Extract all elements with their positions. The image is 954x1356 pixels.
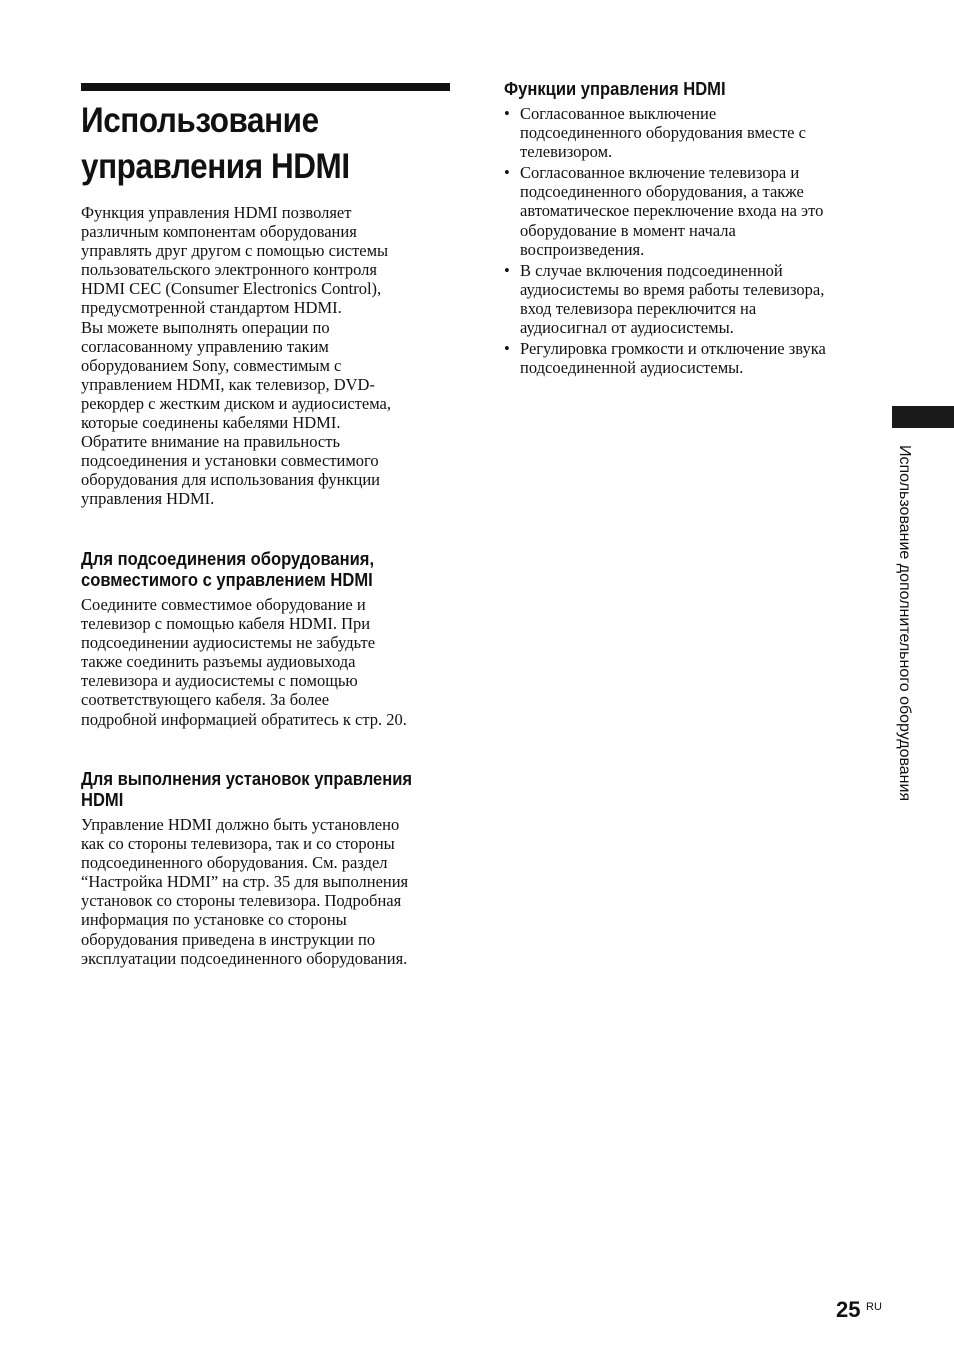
text-line: подсоединенного оборудования. См. раздел bbox=[81, 853, 388, 873]
text-line: Вы можете выполнять операции по bbox=[81, 317, 330, 337]
text-line: Соедините совместимое оборудование и bbox=[81, 595, 366, 614]
text-line: HDMI CEC (Consumer Electronics Control), bbox=[81, 279, 382, 299]
text-line: оборудованием Sony, совместимым с bbox=[81, 355, 342, 375]
text-line: телевизором. bbox=[520, 142, 613, 162]
intro-paragraph bbox=[81, 203, 461, 509]
text-line: подробной информацией обратитесь к стр. 20. bbox=[81, 709, 407, 729]
text-line: оборудования для использования функции bbox=[81, 470, 380, 490]
text-line: согласованному управлению таким bbox=[81, 336, 329, 356]
setup-paragraph bbox=[81, 815, 461, 968]
text-line: Согласованное выключение bbox=[520, 104, 717, 123]
text-line: подсоединенной аудиосистемы. bbox=[520, 358, 744, 378]
heading-line: совместимого с управлением HDMI bbox=[81, 570, 373, 590]
text-line: Управление HDMI должно быть установлено bbox=[81, 815, 400, 834]
text-line: установок со стороны телевизора. Подробная bbox=[81, 891, 402, 911]
text-line: пользовательского электронного контроля bbox=[81, 260, 378, 280]
text-line: управления HDMI. bbox=[81, 489, 215, 509]
list-item bbox=[504, 339, 884, 377]
heading-line: Функции управления HDMI bbox=[504, 79, 726, 99]
heading-line: HDMI bbox=[81, 790, 124, 810]
text-line: рекордер с жестким диском и аудиосистема, bbox=[81, 393, 391, 413]
text-line: подсоединения и установки совместимого bbox=[81, 451, 379, 471]
text-line: вход телевизора переключится на bbox=[520, 298, 757, 318]
list-item bbox=[504, 261, 884, 337]
bullet-icon: • bbox=[504, 163, 510, 183]
text-line: предусмотренной стандартом HDMI. bbox=[81, 298, 342, 318]
text-line: подсоединении аудиосистемы не забудьте bbox=[81, 633, 376, 653]
text-line: как со стороны телевизора, так и со стороны bbox=[81, 834, 395, 854]
text-line: подсоединенного оборудования вместе с bbox=[520, 123, 806, 143]
text-line: Согласованное включение телевизора и bbox=[520, 163, 800, 183]
bullet-icon: • bbox=[504, 260, 510, 280]
text-line: аудиосистемы во время работы телевизора, bbox=[520, 279, 825, 299]
text-line: В случае включения подсоединенной bbox=[520, 260, 783, 280]
text-line: соответствующего кабеля. За более bbox=[81, 690, 330, 710]
heading-line: Для подсоединения оборудования, bbox=[81, 549, 375, 569]
text-line: управлять друг другом с помощью системы bbox=[81, 241, 389, 261]
text-line: “Настройка HDMI” на стр. 35 для выполнения bbox=[81, 872, 409, 892]
text-line: аудиосигнал от аудиосистемы. bbox=[520, 318, 734, 338]
page-number: 25 bbox=[836, 1297, 861, 1322]
chapter-tab-marker bbox=[892, 406, 954, 428]
section-heading-functions bbox=[504, 79, 726, 100]
page-title bbox=[81, 98, 423, 190]
bullet-icon: • bbox=[504, 104, 510, 123]
text-line: автоматическое переключение входа на это bbox=[520, 201, 824, 221]
text-line: различным компонентам оборудования bbox=[81, 222, 357, 242]
page-title-line: управления HDMI bbox=[81, 147, 350, 186]
text-line: телевизор с помощью кабеля HDMI. При bbox=[81, 614, 371, 634]
text-line: воспроизведения. bbox=[520, 239, 645, 259]
page-language-code: RU bbox=[866, 1301, 882, 1313]
page-title-line: Использование bbox=[81, 101, 319, 140]
section-heading-setup bbox=[81, 769, 412, 811]
title-rule bbox=[81, 83, 450, 91]
text-line: управлением HDMI, как телевизор, DVD- bbox=[81, 374, 375, 394]
chapter-side-label: Использование дополнительного оборудования bbox=[896, 445, 913, 802]
text-line: также соединить разъемы аудиовыхода bbox=[81, 652, 356, 672]
connect-paragraph bbox=[81, 595, 461, 729]
heading-line: Для выполнения установок управления bbox=[81, 769, 413, 789]
text-line: оборудования приведена в инструкции по bbox=[81, 929, 376, 949]
text-line: которые соединены кабелями HDMI. bbox=[81, 413, 341, 433]
text-line: Обратите внимание на правильность bbox=[81, 432, 340, 452]
text-line: эксплуатации подсоединенного оборудования. bbox=[81, 948, 408, 968]
list-item bbox=[504, 104, 884, 161]
text-line: оборудование в момент начала bbox=[520, 220, 736, 240]
text-line: телевизора и аудиосистемы с помощью bbox=[81, 671, 358, 691]
functions-list bbox=[504, 104, 884, 379]
text-line: Регулировка громкости и отключение звука bbox=[520, 339, 826, 359]
text-line: Функция управления HDMI позволяет bbox=[81, 203, 352, 222]
section-heading-connect bbox=[81, 549, 374, 591]
text-line: подсоединенного оборудования, а также bbox=[520, 182, 804, 202]
list-item bbox=[504, 163, 884, 258]
bullet-icon: • bbox=[504, 339, 510, 359]
text-line: информация по установке со стороны bbox=[81, 910, 347, 930]
